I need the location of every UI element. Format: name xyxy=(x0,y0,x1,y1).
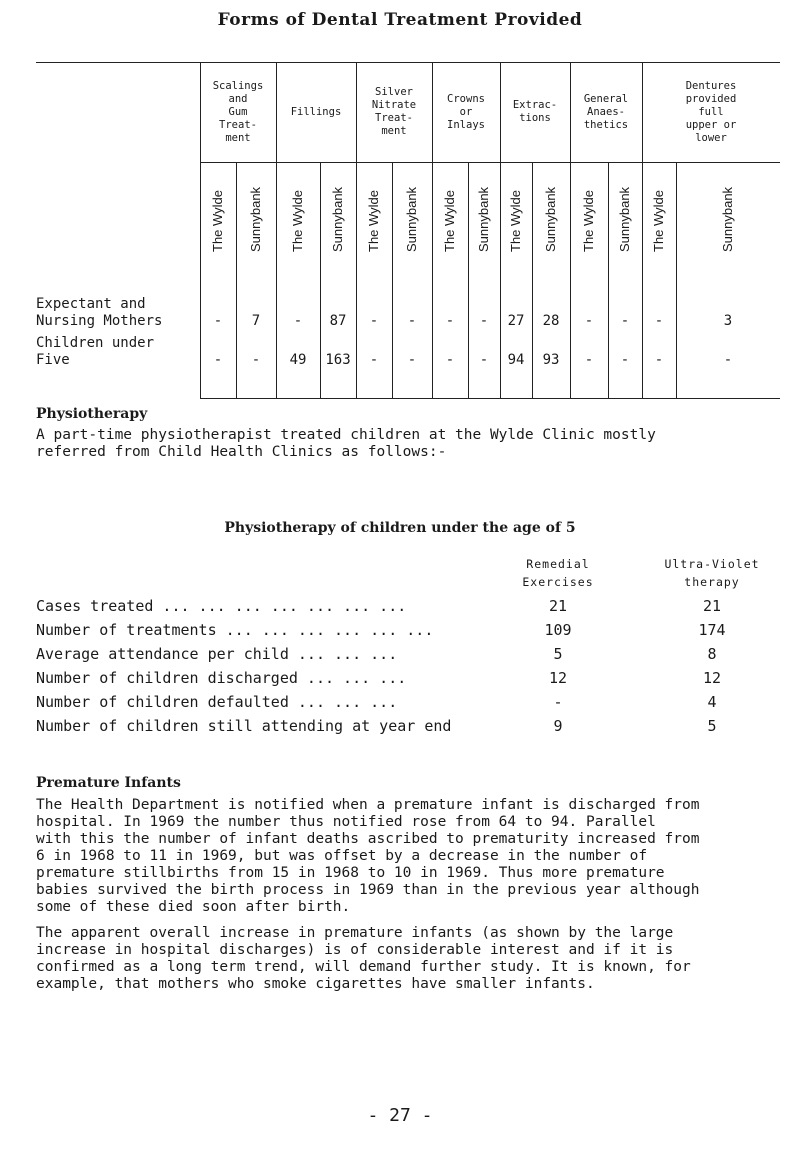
table-cell: - xyxy=(445,352,455,368)
table-cell: - xyxy=(620,352,630,368)
table-cell: 163 xyxy=(325,352,351,368)
sub-header-clinic: The Wylde xyxy=(651,189,666,252)
sub-header-clinic: Sunnybank xyxy=(330,186,345,252)
paragraph-line: hospital. In 1969 the number thus notified rose from 64 to 94. Parallel xyxy=(36,814,656,830)
group-header xyxy=(500,99,570,125)
sub-header-clinic: The Wylde xyxy=(442,189,457,252)
group-header-line: upper or xyxy=(685,118,737,131)
table-cell: - xyxy=(584,352,594,368)
group-header xyxy=(276,106,356,119)
group-header-line: Gum xyxy=(228,105,248,118)
group-header-line: Silver xyxy=(375,86,413,98)
table-cell: - xyxy=(654,313,664,329)
group-header-line: General xyxy=(583,92,629,105)
physio-row-label: Number of children still attending at year end xyxy=(36,717,452,735)
group-header-line: Anaes- xyxy=(587,105,625,118)
table-cell: - xyxy=(213,313,223,329)
paragraph-line: increase in hospital discharges) is of considerable interest and if it is xyxy=(36,942,674,958)
group-header-line: Nitrate xyxy=(371,99,417,111)
physio-value-ultraviolet: 174 xyxy=(698,621,726,639)
table-cell: - xyxy=(251,352,261,368)
physio-value-remedial: 21 xyxy=(548,597,568,615)
group-header-line: thetics xyxy=(583,118,629,131)
physio-value-remedial: - xyxy=(553,693,563,711)
table-cell: - xyxy=(213,352,223,368)
paragraph-line: 6 in 1968 to 11 in 1969, but was offset by a decrease in the number of xyxy=(36,848,648,864)
group-header xyxy=(432,93,500,132)
row-label-mothers xyxy=(36,296,162,330)
group-header-line: and xyxy=(228,92,248,105)
paragraph-line: with this the number of infant deaths ascribed to prematurity increased from xyxy=(36,831,700,847)
col-head-remedial xyxy=(498,555,618,591)
col-head-line: Ultra-Violet xyxy=(664,557,760,571)
table-subcolumn-rule xyxy=(320,162,321,399)
table-cell: 28 xyxy=(542,313,560,329)
table-cell: - xyxy=(369,352,379,368)
physio-value-remedial: 9 xyxy=(553,717,563,735)
physio-value-remedial: 5 xyxy=(553,645,563,663)
table-cell: 3 xyxy=(723,313,733,329)
sub-header-clinic: Sunnybank xyxy=(720,186,735,252)
sub-header-clinic: Sunnybank xyxy=(476,186,491,252)
physio-table-title: Physiotherapy of children under the age of 5 xyxy=(224,520,576,536)
sub-header-clinic: Sunnybank xyxy=(617,186,632,252)
row-label-line: Five xyxy=(36,352,70,368)
row-label-line: Children under xyxy=(36,335,155,351)
row-label-line: Nursing Mothers xyxy=(36,313,163,329)
paragraph-line: babies survived the birth process in 1969 than in the previous year although xyxy=(36,882,700,898)
paragraph-line: example, that mothers who smoke cigarettes have smaller infants. xyxy=(36,976,595,992)
group-header xyxy=(570,93,642,132)
intro-line: A part-time physiotherapist treated children at the Wylde Clinic mostly xyxy=(36,427,656,443)
group-header-line: ment xyxy=(381,125,407,137)
paragraph-line: confirmed as a long term trend, will demand further study. It is known, for xyxy=(36,959,691,975)
paragraph-line: The apparent overall increase in premature infants (as shown by the large xyxy=(36,925,674,941)
physio-row-label: Number of treatments ... ... ... ... ... ... xyxy=(36,621,434,639)
group-header xyxy=(642,80,780,145)
table-top-rule xyxy=(36,62,780,63)
table-cell: - xyxy=(620,313,630,329)
physio-value-remedial: 12 xyxy=(548,669,568,687)
physio-row-label: Number of children defaulted ... ... ... xyxy=(36,693,398,711)
table-cell: 93 xyxy=(542,352,560,368)
group-header-line: Treat- xyxy=(219,118,257,131)
group-header-line: Crowns xyxy=(447,92,485,105)
row-label-children xyxy=(36,335,154,369)
sub-header-clinic: The Wylde xyxy=(290,189,305,252)
table-cell: - xyxy=(479,313,489,329)
table-subcolumn-rule xyxy=(236,162,237,399)
physio-row-label: Cases treated ... ... ... ... ... ... ... xyxy=(36,597,407,615)
table-cell: - xyxy=(407,313,417,329)
sub-header-clinic: Sunnybank xyxy=(404,186,419,252)
physio-value-ultraviolet: 12 xyxy=(702,669,722,687)
group-header-line: ment xyxy=(225,131,251,144)
table-cell: 87 xyxy=(329,313,347,329)
group-header-line: lower xyxy=(695,131,727,144)
physio-intro xyxy=(36,427,656,461)
table-subcolumn-rule xyxy=(608,162,609,399)
page-title: Forms of Dental Treatment Provided xyxy=(217,10,583,30)
table-subcolumn-rule xyxy=(532,162,533,399)
sub-header-clinic: The Wylde xyxy=(366,189,381,252)
col-head-line: Exercises xyxy=(522,575,594,589)
col-head-line: therapy xyxy=(684,575,740,589)
dental-treatment-table xyxy=(36,62,780,400)
col-head-line: Remedial xyxy=(526,557,590,571)
sub-header-clinic: The Wylde xyxy=(508,189,523,252)
table-cell: - xyxy=(654,352,664,368)
table-cell: - xyxy=(723,352,733,368)
physio-value-ultraviolet: 21 xyxy=(702,597,722,615)
sub-header-clinic: The Wylde xyxy=(210,189,225,252)
group-header-line: Treat- xyxy=(375,112,413,124)
group-header-line: Dentures xyxy=(685,79,737,92)
physio-value-ultraviolet: 4 xyxy=(707,693,717,711)
physio-value-remedial: 109 xyxy=(544,621,572,639)
physio-value-ultraviolet: 8 xyxy=(707,645,717,663)
table-cell: - xyxy=(445,313,455,329)
group-header-line: Inlays xyxy=(447,118,485,131)
premature-paragraph-1 xyxy=(36,797,776,916)
table-cell: - xyxy=(407,352,417,368)
table-cell: 7 xyxy=(251,313,261,329)
table-bottom-rule xyxy=(200,398,780,399)
physio-row-label: Number of children discharged ... ... ... xyxy=(36,669,407,687)
paragraph-line: premature stillbirths from 15 in 1968 to 10 in 1969. Thus more premature xyxy=(36,865,665,881)
group-header-line: tions xyxy=(519,112,551,124)
table-cell: - xyxy=(584,313,594,329)
group-header-line: provided xyxy=(685,92,737,105)
group-header xyxy=(200,80,276,145)
table-cell: 27 xyxy=(507,313,525,329)
table-cell: - xyxy=(479,352,489,368)
physio-heading: Physiotherapy xyxy=(36,406,148,422)
table-cell: 94 xyxy=(507,352,525,368)
sub-header-clinic: Sunnybank xyxy=(248,186,263,252)
paragraph-line: some of these died soon after birth. xyxy=(36,899,351,915)
table-cell: 49 xyxy=(289,352,307,368)
group-header-line: Fillings xyxy=(290,105,342,118)
table-subcolumn-rule xyxy=(676,162,677,399)
paragraph-line: The Health Department is notified when a premature infant is discharged from xyxy=(36,797,700,813)
table-cell: - xyxy=(369,313,379,329)
premature-heading: Premature Infants xyxy=(36,775,181,791)
physio-row-label: Average attendance per child ... ... ... xyxy=(36,645,398,663)
intro-line: referred from Child Health Clinics as follows:- xyxy=(36,444,447,460)
group-header-line: or xyxy=(459,105,473,118)
table-cell: - xyxy=(293,313,303,329)
table-header-rule xyxy=(200,162,780,163)
group-header-line: Extrac- xyxy=(512,99,558,111)
col-head-ultraviolet xyxy=(652,555,772,591)
group-header-line: Scalings xyxy=(212,79,264,92)
physio-value-ultraviolet: 5 xyxy=(707,717,717,735)
table-subcolumn-rule xyxy=(392,162,393,399)
page-number: - 27 - xyxy=(367,1105,433,1126)
premature-paragraph-2 xyxy=(36,925,776,993)
row-label-line: Expectant and xyxy=(36,296,146,312)
sub-header-clinic: Sunnybank xyxy=(543,186,558,252)
sub-header-clinic: The Wylde xyxy=(581,189,596,252)
group-header-line: full xyxy=(698,105,724,118)
group-header xyxy=(356,86,432,138)
